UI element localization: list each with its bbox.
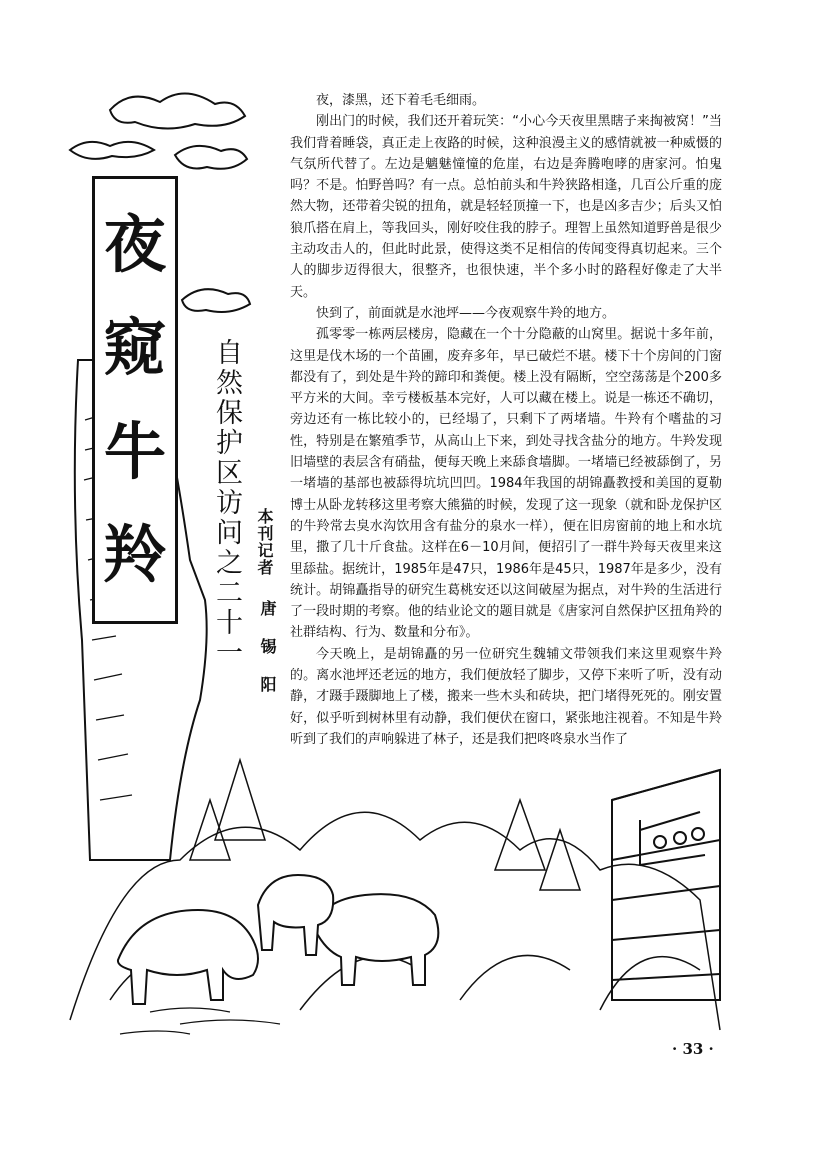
paragraph: 快到了，前面就是水池坪——今夜观察牛羚的地方。 — [316, 305, 616, 321]
takin-icon — [118, 875, 438, 1004]
page-number: · 33 · — [672, 1040, 714, 1058]
byline-role: 本刊记者 — [255, 508, 274, 576]
title-char: 夜 — [103, 207, 166, 281]
article-title-box — [92, 176, 178, 624]
series-title: 自然保护区访问之二十一 — [211, 338, 242, 668]
article-body — [290, 90, 722, 750]
water — [120, 1008, 280, 1034]
title-char: 羚 — [103, 518, 166, 592]
house-icon — [612, 770, 720, 1000]
paragraph: 刚出门的时候，我们还开着玩笑：“小心今天夜里黑瞎子来掏被窝！”当我们背着睡袋，真正走上夜路的时候，这种浪漫主义的感情就被一种威慑的气氛所代替了。左边是魑魅憧憧的危崖，右边是奔腾咆哮的唐家河。怕鬼吗？不是。怕野兽吗？有一点。总怕前头和牛羚狭路相逢，几百公斤重的庞然大物，还带着尖锐的扭角，就是轻轻顶撞一下，也是凶多吉少；后头又怕狼爪搭在肩上，等我回头，刚好咬住我的脖子。理智上虽然知道野兽是很少主动攻击人的，但此时此景，使得这类不足相信的传闻变得真切起来。三个人的脚步迈得很大，很整齐，也很快速，半个多小时的路程好像走了大半天。 — [290, 114, 722, 300]
paragraph: 夜，漆黑，还下着毛毛细雨。 — [316, 93, 486, 108]
title-char: 窥 — [103, 311, 166, 385]
paragraph: 孤零零一栋两层楼房，隐藏在一个十分隐蔽的山窝里。据说十多年前，这里是伐木场的一个苗圃，废弃多年，早已破烂不堪。楼下十个房间的门窗都没有了，到处是牛羚的蹄印和粪便。楼上没有隔断，空空荡荡是个200多平方米的大间。幸亏楼板基本完好，人可以藏在楼上。说是一栋还不确切，旁边还有一栋比较小的，已经塌了，只剩下了两堵墙。牛羚有个嗜盐的习性，特别是在繁殖季节，从高山上下来，到处寻找含盐分的地方。牛羚发现旧墙壁的表层含有硝盐，便每天晚上来舔食墙脚。一堵墙已经被舔倒了，另一堵墙的基部也被舔得坑坑凹凹。1984年我国的胡锦矗教授和美国的夏勒博士从卧龙转移这里考察大熊猫的时候，发现了这一现象（就和卧龙保护区的牛羚常去臭水沟饮用含有盐分的泉水一样），便在旧房窗前的地上和水坑里，撒了几十斤食盐。这样在6－10月间，便招引了一群牛羚每天夜里来这里舔盐。据统计，1985年是47只，1986年是45只，1987年是多少，没有统计。胡锦矗指导的研究生葛桃安还以这间破屋为据点，对牛羚的生活进行了一段时期的考察。他的结业论文的题目就是《唐家河自然保护区扭角羚的社群结构、行为、数量和分布》。 — [290, 327, 722, 641]
byline-name: 唐锡阳 — [258, 600, 277, 714]
paragraph: 今天晚上，是胡锦矗的另一位研究生魏辅文带领我们来这里观察牛羚的。离水池坪还老远的地方，我们便放轻了脚步，又停下来听了听，没有动静，才蹑手蹑脚地上了楼，搬来一些木头和砖块，把门堵得死死的。刚安置好，似乎听到树林里有动静，我们便伏在窗口，紧张地注视着。不知是牛羚听到了我们的声响躲进了林子，还是我们把咚咚泉水当作了 — [290, 646, 722, 747]
title-char: 牛 — [103, 414, 166, 488]
